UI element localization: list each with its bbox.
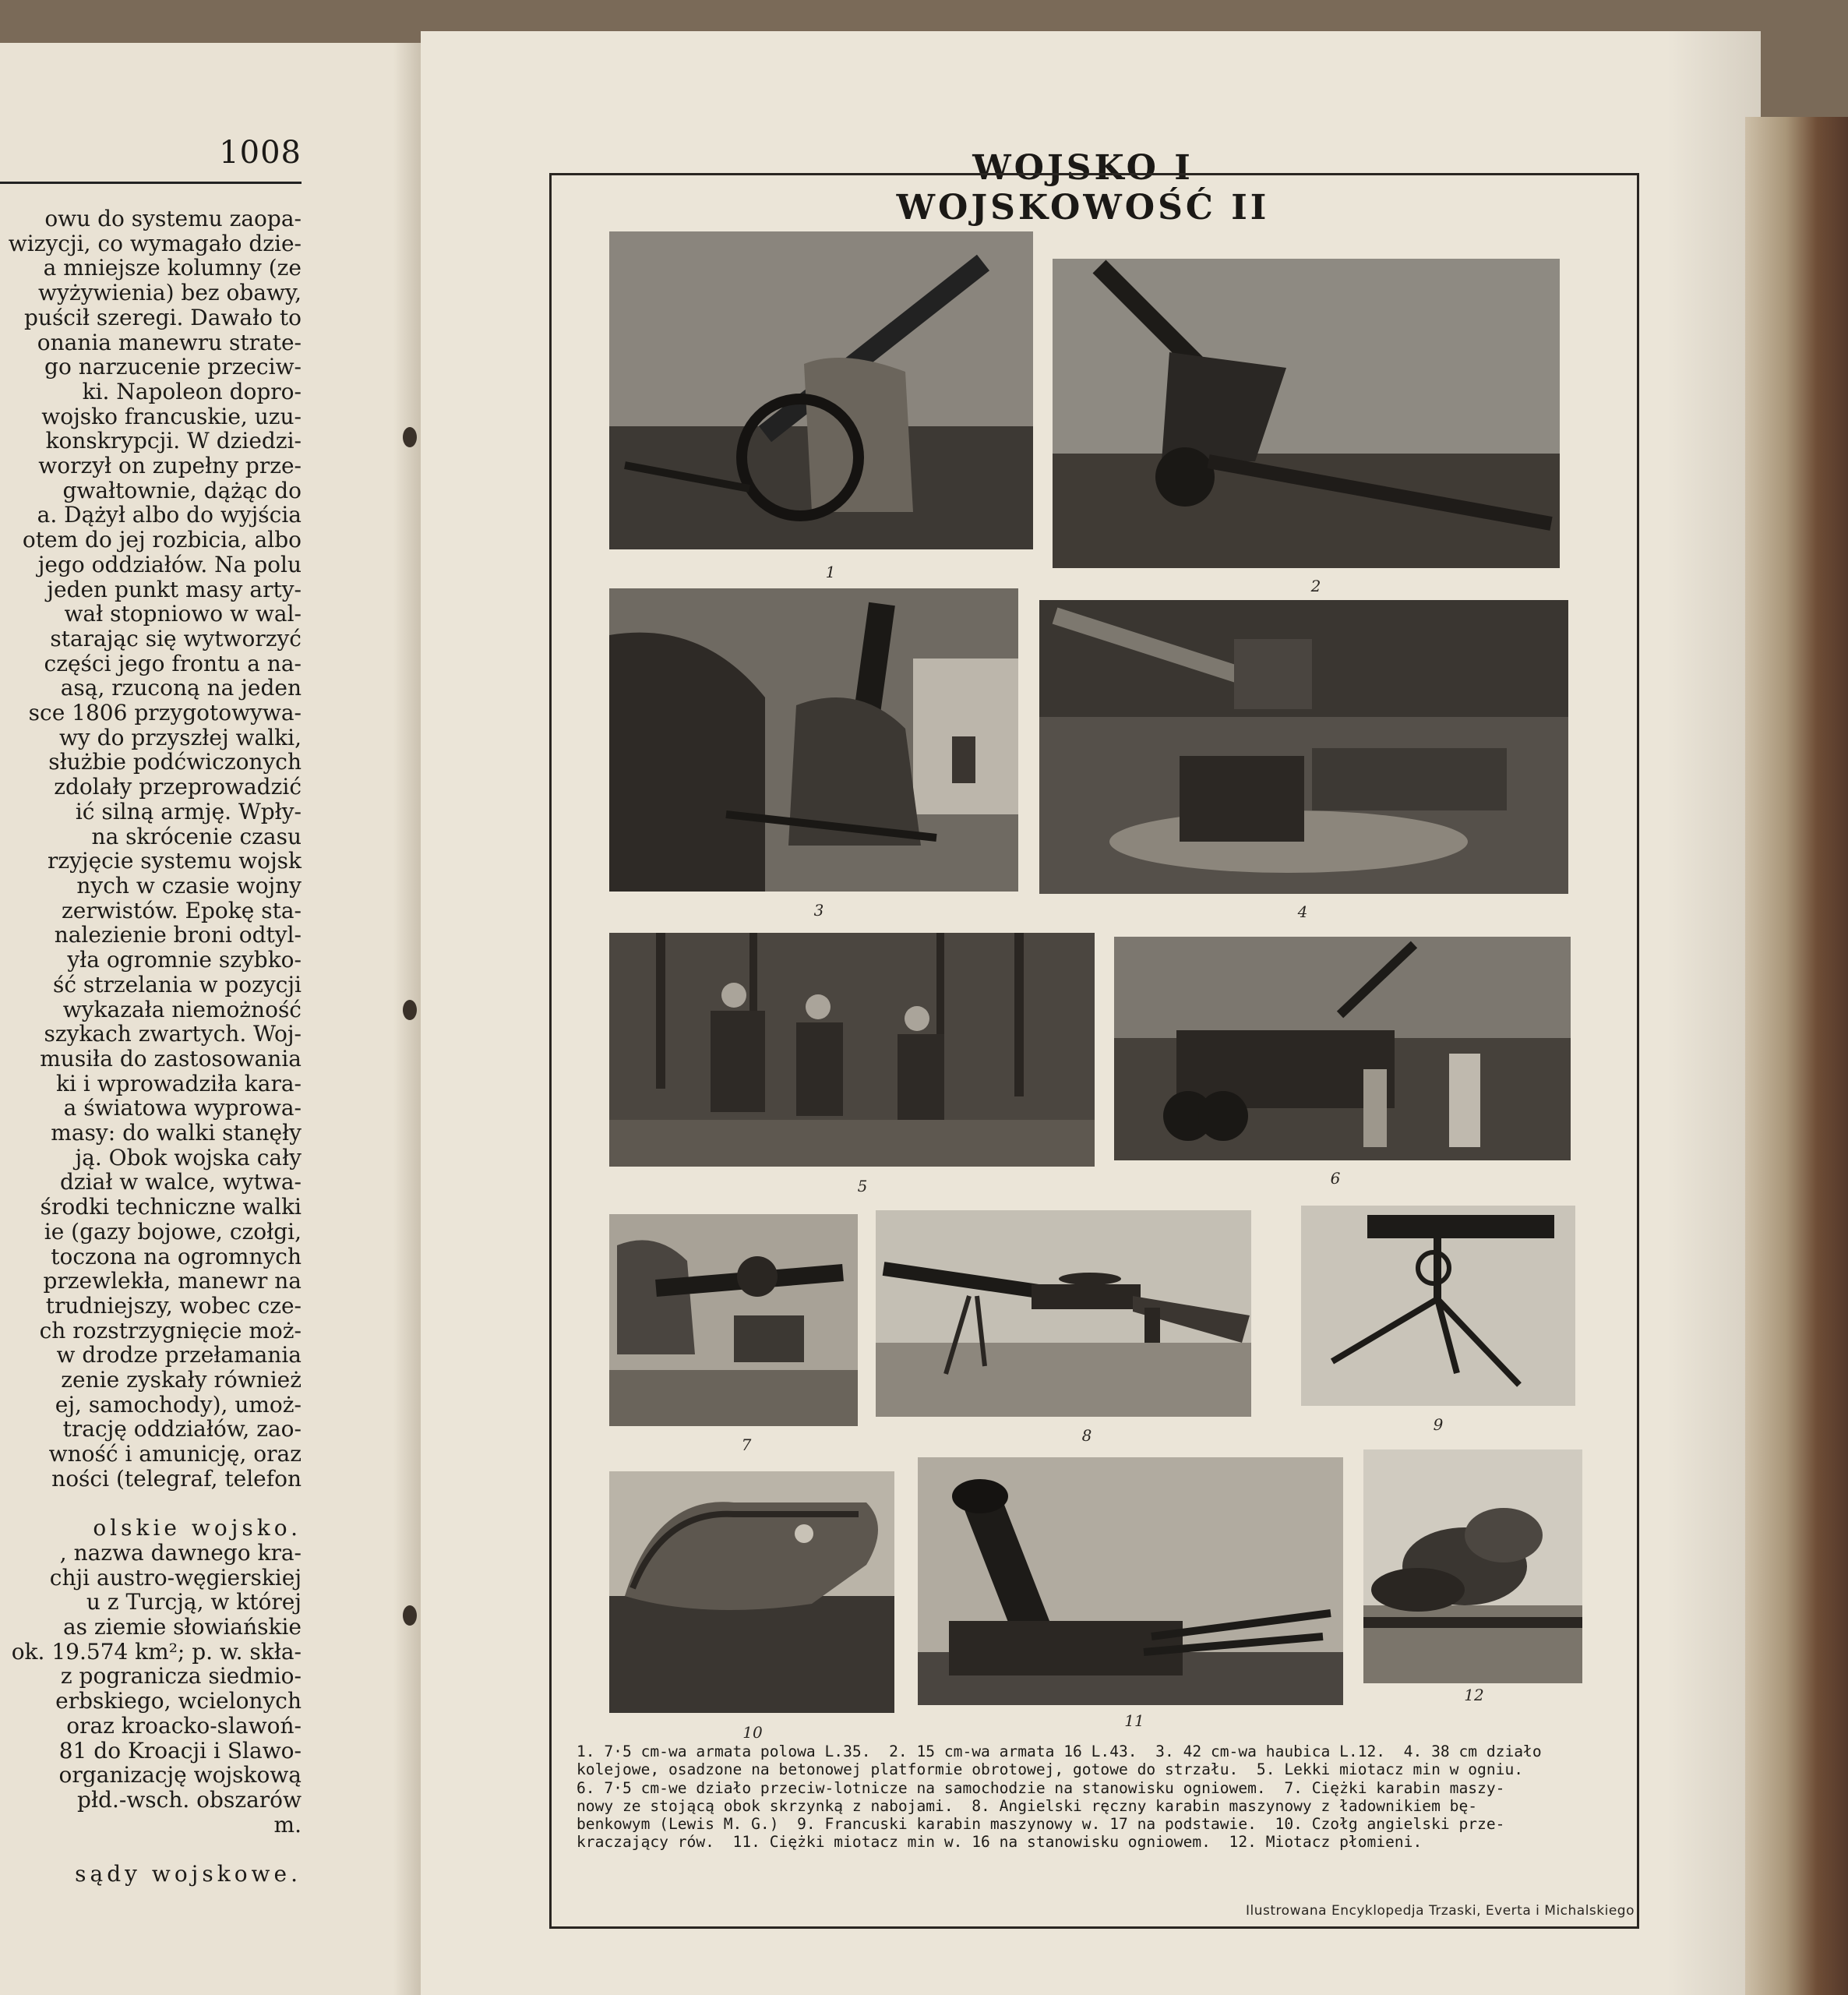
text-line: toczona na ogromnych — [51, 1243, 302, 1269]
tank-illustration — [609, 1471, 894, 1713]
text-line: służbie podćwiczonych — [48, 749, 302, 775]
text-line: yła ogromnie szybko- — [67, 947, 302, 973]
photo-11-heavy-mortar — [918, 1457, 1343, 1705]
text-line: zdolały przeprowadzić — [54, 774, 302, 800]
photo-number: 10 — [742, 1723, 763, 1742]
text-line: ść strzelania w pozycji — [52, 971, 302, 998]
publisher-imprint: Ilustrowana Encyklopedja Trzaski, Everta i Michalskiego — [1246, 1903, 1635, 1919]
plate-caption — [577, 1743, 1605, 1852]
text-line: ej, samochody), umoż- — [55, 1391, 302, 1418]
caption-line: kraczający rów. 11. Ciężki miotacz min w. 16 na stanowisku ogniowem. 12. Miotacz płomieni. — [577, 1833, 1423, 1852]
photo-7-heavy-machine-gun — [609, 1214, 858, 1426]
photo-number: 8 — [1081, 1426, 1092, 1445]
text-line: wy do przyszłej walki, — [58, 724, 302, 750]
photo-6-anti-aircraft-gun — [1114, 937, 1571, 1160]
text-line: w drodze przełamania — [56, 1342, 302, 1368]
text-line: 81 do Kroacji i Slawo- — [58, 1737, 302, 1764]
photo-5-trench-mortar-crew — [609, 933, 1095, 1167]
caption-line: kolejowe, osadzone na betonowej platformie obrotowej, gotowe do strzału. 5. Lekki miotacz min w ogniu. — [577, 1760, 1524, 1779]
text-line: wykazała niemożność — [62, 996, 302, 1022]
caption-line: 6. 7·5 cm-we działo przeciw-lotnicze na samochodzie na stanowisku ogniowem. 7. Ciężki karabin maszy- — [577, 1778, 1505, 1797]
text-line: a mniejsze kolumny (ze — [43, 255, 302, 281]
text-line: a. Dążył albo do wyjścia — [37, 502, 302, 528]
text-line: a światowa wyprowa- — [63, 1095, 302, 1121]
text-line: ności (telegraf, telefon — [51, 1465, 302, 1492]
text-line: trację oddziałów, zao- — [62, 1416, 302, 1442]
text-line: otem do jej rozbicia, albo — [22, 527, 302, 553]
photo-number: 12 — [1464, 1686, 1484, 1704]
text-line: ją. Obok wojska cały — [75, 1144, 302, 1171]
photo-10-tank — [609, 1471, 894, 1713]
howitzer-illustration — [609, 588, 1018, 892]
text-line: nalezienie broni odtyl- — [54, 922, 302, 948]
text-line: dział w walce, wytwa- — [60, 1169, 302, 1195]
text-line: wyżywienia) bez obawy, — [38, 280, 302, 306]
photo-number: 4 — [1297, 902, 1308, 921]
text-line: , nazwa dawnego kra- — [59, 1539, 302, 1566]
text-line: wizycji, co wymagało dzie- — [8, 230, 302, 256]
lewis-gun-illustration — [876, 1210, 1251, 1417]
photo-number: 9 — [1433, 1415, 1444, 1434]
text-line: nych w czasie wojny — [76, 872, 302, 899]
text-line: owu do systemu zaopa- — [44, 206, 302, 231]
text-line: m. — [273, 1811, 302, 1838]
photo-9-machine-gun-tripod — [1301, 1206, 1575, 1406]
text-line: olskie wojsko. — [93, 1515, 302, 1541]
text-line: konskrypcji. W dziedzi- — [45, 428, 302, 454]
text-line: wał stopniowo w wal- — [64, 601, 302, 627]
text-line: masy: do walki stanęły — [51, 1120, 302, 1146]
photo-number: 11 — [1124, 1711, 1144, 1730]
text-line: sce 1806 przygotowywa- — [28, 700, 302, 726]
text-line: sądy wojskowe. — [75, 1861, 302, 1887]
text-line: jeden punkt masy arty- — [47, 576, 302, 602]
photo-8-lewis-gun — [876, 1210, 1251, 1417]
text-line: onania manewru strate- — [37, 329, 302, 355]
header-rule — [0, 182, 302, 184]
text-line: ki i wprowadziła kara- — [56, 1070, 302, 1096]
text-line: u z Turcją, w której — [86, 1589, 302, 1615]
field-gun-illustration — [609, 231, 1033, 549]
left-page — [0, 43, 425, 1995]
text-line: starając się wytworzyć — [50, 625, 302, 651]
text-line: musiła do zastosowania — [40, 1045, 302, 1072]
mortar-crew-illustration — [609, 933, 1095, 1167]
text-line: trudniejszy, wobec cze- — [45, 1292, 302, 1319]
aa-gun-illustration — [1114, 937, 1571, 1160]
text-line: ch rozstrzygnięcie moż- — [39, 1317, 302, 1344]
text-line: ić silną armję. Wpły- — [75, 798, 302, 824]
text-line: części jego frontu a na- — [44, 650, 302, 676]
text-line: zerwistów. Epokę sta- — [62, 897, 302, 923]
heavy-mg-illustration — [609, 1214, 858, 1426]
photo-number: 6 — [1330, 1169, 1341, 1188]
text-line: erbskiego, wcielonych — [55, 1688, 302, 1714]
text-line: ok. 19.574 km²; p. w. skła- — [11, 1638, 302, 1665]
text-line: wność i amunicję, oraz — [48, 1441, 302, 1467]
caption-line: benkowym (Lewis M. G.) 9. Francuski karabin maszynowy w. 17 na podstawie. 10. Czołg angielski prze- — [577, 1815, 1505, 1834]
text-line: na skrócenie czasu — [91, 823, 302, 849]
text-line: worzył on zupełny prze- — [38, 453, 302, 479]
text-line: gwałtownie, dążąc do — [62, 477, 302, 503]
railway-gun-illustration — [1039, 600, 1568, 894]
text-line: as ziemie słowiańskie — [62, 1614, 302, 1640]
caption-line: nowy ze stojącą obok skrzynką z nabojami. 8. Angielski ręczny karabin maszynowy z ładownikiem bę- — [577, 1796, 1478, 1815]
photo-number: 3 — [813, 901, 824, 920]
text-line — [0, 1837, 302, 1862]
binding-hole — [403, 427, 417, 447]
plate-title: WOJSKO I WOJSKOWOŚĆ II — [896, 148, 1270, 228]
photo-4-railway-gun — [1039, 600, 1568, 894]
text-line: środki techniczne walki — [40, 1194, 302, 1220]
text-line: z pogranicza siedmio- — [60, 1663, 302, 1690]
left-page-text-column — [0, 207, 302, 1887]
photo-number: 5 — [857, 1177, 868, 1195]
text-line: jego oddziałów. Na polu — [37, 551, 302, 577]
text-line: go narzucenie przeciw- — [44, 354, 302, 380]
photo-1-field-gun — [609, 231, 1033, 549]
text-line — [0, 1492, 302, 1517]
photo-2-cannon — [1053, 259, 1560, 568]
cannon-illustration — [1053, 259, 1560, 568]
text-line: ki. Napoleon dopro- — [82, 378, 302, 404]
text-line: płd.-wsch. obszarów — [77, 1786, 302, 1813]
flamethrower-illustration — [1363, 1449, 1582, 1683]
text-line: przewlekła, manewr na — [43, 1268, 302, 1294]
photo-number: 1 — [825, 563, 836, 581]
text-line: ie (gazy bojowe, czołgi, — [44, 1218, 302, 1245]
photo-3-howitzer — [609, 588, 1018, 892]
text-line: zenie zyskały również — [61, 1367, 302, 1393]
text-line: organizację wojskową — [58, 1762, 302, 1788]
photo-number: 7 — [741, 1435, 752, 1454]
caption-line: 1. 7·5 cm-wa armata polowa L.35. 2. 15 cm-wa armata 16 L.43. 3. 42 cm-wa haubica L.12. 4. 38 cm działo — [577, 1743, 1542, 1760]
page-number: 1008 — [219, 135, 302, 171]
text-line: rzyjęcie systemu wojsk — [47, 848, 302, 874]
heavy-mortar-illustration — [918, 1457, 1343, 1705]
text-line: asą, rzuconą na jeden — [60, 675, 302, 701]
tripod-mg-illustration — [1301, 1206, 1575, 1406]
binding-hole — [403, 1000, 417, 1020]
text-line: wojsko francuskie, uzu- — [41, 403, 302, 429]
text-line: chji austro-węgierskiej — [49, 1564, 302, 1591]
photo-12-flamethrower — [1363, 1449, 1582, 1683]
book-cover-edge — [1745, 117, 1848, 1995]
text-line: szykach zwartych. Woj- — [44, 1021, 302, 1047]
binding-hole — [403, 1605, 417, 1626]
photo-number: 2 — [1310, 577, 1321, 595]
text-line: puścił szeregi. Dawało to — [23, 304, 302, 330]
text-line: oraz kroacko-slawoń- — [66, 1712, 302, 1739]
